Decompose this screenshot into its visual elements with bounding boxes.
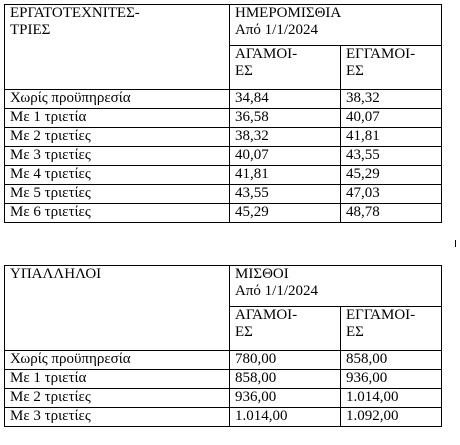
unmarried-value: 936,00 [230,389,341,408]
table-row [5,128,442,147]
table-row [5,351,442,370]
unmarried-value: 858,00 [230,370,341,389]
employees-married-line2: ΕΣ [346,324,364,340]
row-label: Με 6 τριετίες [5,204,230,223]
workers-unmarried-line1: ΑΓΑΜΟΙ- [235,46,298,62]
row-label: Με 2 τριετίες [5,389,230,408]
row-label: Με 1 τριετία [5,109,230,128]
workers-wage-table [4,4,442,223]
row-label: Με 5 τριετίες [5,185,230,204]
workers-category-line1: ΕΡΓΑΤΟΤΕΧΝΙΤΕΣ- [10,5,140,21]
table-row [5,389,442,408]
row-label: Με 2 τριετίες [5,128,230,147]
table-row [5,185,442,204]
employees-category: ΥΠΑΛΛΗΛΟΙ [10,266,102,282]
unmarried-value: 780,00 [230,351,341,370]
workers-category-cell [5,5,230,90]
table-end-mark [455,240,460,247]
unmarried-value: 40,07 [230,147,341,166]
row-label: Χωρίς προϋπηρεσία [5,90,230,109]
workers-married-line1: ΕΓΓΑΜΟΙ- [346,46,416,62]
table-row [5,90,442,109]
workers-header-date: Από 1/1/2024 [235,22,318,38]
married-value: 41,81 [341,128,442,147]
employees-header-title: ΜΙΣΘΟΙ [235,266,289,282]
employees-unmarried-header [230,307,341,351]
married-value: 47,03 [341,185,442,204]
employees-salary-table [4,265,442,427]
employees-category-cell [5,266,230,351]
workers-married-header [341,46,442,90]
row-label: Με 3 τριετίες [5,147,230,166]
unmarried-value: 38,32 [230,128,341,147]
married-value: 40,07 [341,109,442,128]
unmarried-value: 41,81 [230,166,341,185]
employees-married-header [341,307,442,351]
row-label: Με 4 τριετίες [5,166,230,185]
table-row [5,370,442,389]
married-value: 48,78 [341,204,442,223]
married-value: 858,00 [341,351,442,370]
table-row [5,408,442,427]
married-value: 1.014,00 [341,389,442,408]
unmarried-value: 34,84 [230,90,341,109]
workers-married-line2: ΕΣ [346,63,364,79]
table-row [5,166,442,185]
unmarried-value: 43,55 [230,185,341,204]
employees-married-line1: ΕΓΓΑΜΟΙ- [346,307,416,323]
row-label: Χωρίς προϋπηρεσία [5,351,230,370]
employees-unmarried-line1: ΑΓΑΜΟΙ- [235,307,298,323]
married-value: 43,55 [341,147,442,166]
employees-header-row [5,266,442,307]
workers-category-line2: ΤΡΙΕΣ [10,22,51,38]
married-value: 38,32 [341,90,442,109]
workers-header-row [5,5,442,46]
row-label: Με 3 τριετίες [5,408,230,427]
married-value: 45,29 [341,166,442,185]
married-value: 936,00 [341,370,442,389]
workers-unmarried-line2: ΕΣ [235,63,253,79]
workers-wages-header [230,5,442,46]
unmarried-value: 45,29 [230,204,341,223]
unmarried-value: 36,58 [230,109,341,128]
row-label: Με 1 τριετία [5,370,230,389]
unmarried-value: 1.014,00 [230,408,341,427]
employees-salary-header [230,266,442,307]
table-row [5,204,442,223]
table-row [5,147,442,166]
workers-unmarried-header [230,46,341,90]
employees-header-date: Από 1/1/2024 [235,283,318,299]
workers-header-title: ΗΜΕΡΟΜΙΣΘΙΑ [235,5,342,21]
table-row [5,109,442,128]
married-value: 1.092,00 [341,408,442,427]
employees-unmarried-line2: ΕΣ [235,324,253,340]
